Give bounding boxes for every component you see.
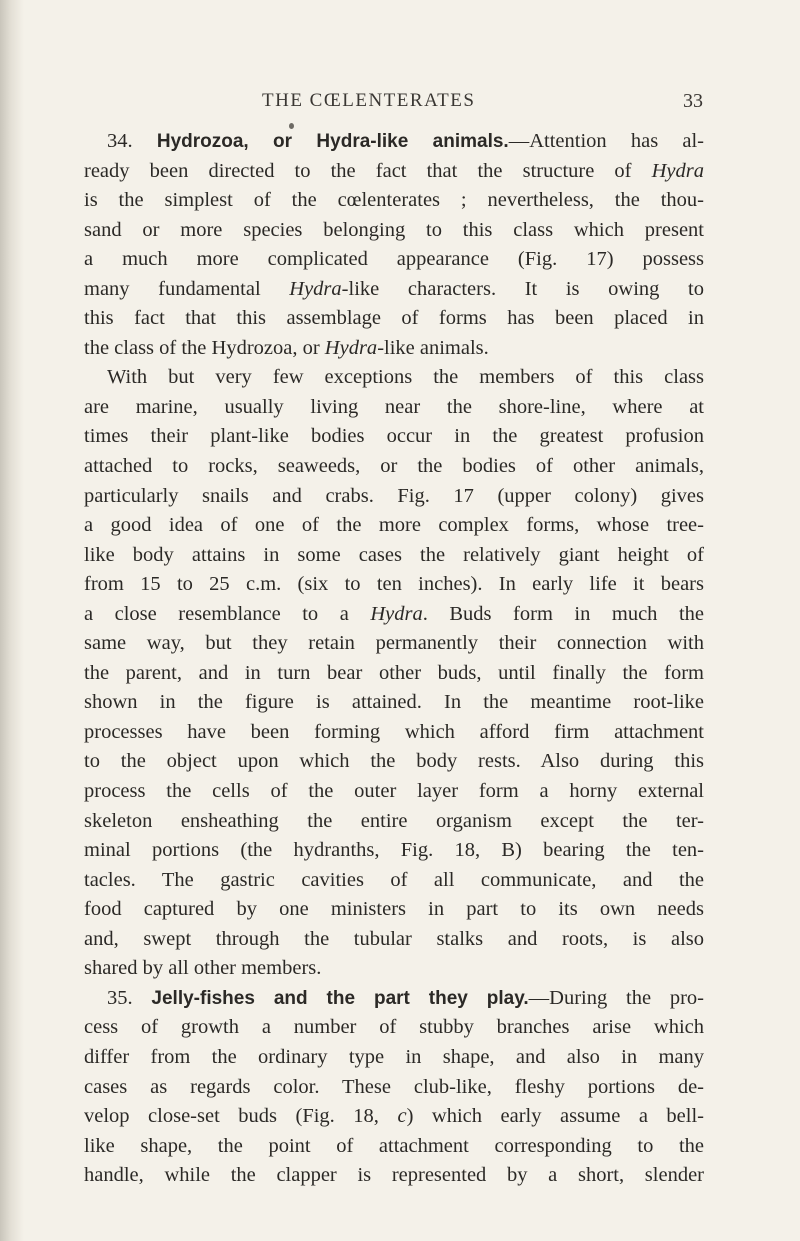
text-line: is the simplest of the cœlenterates ; nevertheless, the thou- <box>84 189 704 212</box>
text-line-section-34-heading: 34. Hydrozoa, or Hydra-like animals.—Attention has al- <box>107 130 705 152</box>
text-line: attached to rocks, seaweeds, or the bodies of other animals, <box>84 455 704 478</box>
text-line: like shape, the point of attachment corresponding to the <box>84 1134 704 1157</box>
text-line: handle, while the clapper is represented by a short, slender <box>84 1164 704 1187</box>
text-line: shown in the figure is attained. In the meantime root-like <box>84 691 704 714</box>
text-line: from 15 to 25 c.m. (six to ten inches). In early life it bears <box>84 573 704 596</box>
section-heading: Hydrozoa, or Hydra-like animals. <box>156 131 509 152</box>
text-line: to the object upon which the body rests. Also during this <box>84 750 704 773</box>
text-line: cess of growth a number of stubby branches arise which <box>84 1016 704 1039</box>
text-line: process the cells of the outer layer form a horny external <box>84 780 704 803</box>
text-line: sand or more species belonging to this class which present <box>84 218 704 241</box>
text-line: the parent, and in turn bear other buds, until finally the form <box>84 661 704 684</box>
text-line: a much more complicated appearance (Fig. 17) possess <box>84 248 704 271</box>
text-line: shared by all other members. <box>84 957 322 980</box>
text-line: same way, but they retain permanently their connection with <box>84 632 704 655</box>
text-line: the class of the Hydrozoa, or Hydra-like animals. <box>84 336 489 359</box>
text-line: With but very few exceptions the members of this class <box>107 366 704 389</box>
page-edge-shadow <box>0 0 24 1241</box>
text-line: velop close-set buds (Fig. 18, c) which early assume a bell- <box>84 1105 704 1128</box>
text-line: like body attains in some cases the relatively giant height of <box>84 543 704 566</box>
section-heading: Jelly-fishes and the part they play. <box>151 987 529 1009</box>
text-line: times their plant-like bodies occur in the greatest profusion <box>84 425 704 448</box>
text-line: and, swept through the tubular stalks and roots, is also <box>84 927 704 950</box>
text-line: this fact that this assemblage of forms has been placed in <box>84 307 704 330</box>
text-line: food captured by one ministers in part to its own needs <box>84 898 704 921</box>
text-line: many fundamental Hydra-like characters. It is owing to <box>84 277 704 300</box>
page-number: 33 <box>683 90 703 112</box>
text-line: cases as regards color. These club-like, fleshy portions de- <box>84 1075 704 1098</box>
text-line: skeleton ensheathing the entire organism except the ter- <box>84 809 704 832</box>
text-line: particularly snails and crabs. Fig. 17 (upper colony) gives <box>84 484 704 507</box>
text-line: a good idea of one of the more complex forms, whose tree- <box>84 514 704 537</box>
text-line: minal portions (the hydranths, Fig. 18, B) bearing the ten- <box>84 839 704 862</box>
section-number: 34. <box>107 130 133 152</box>
section-number: 35. <box>107 986 133 1009</box>
running-title: THE CŒLENTERATES <box>262 90 476 111</box>
text-line: ready been directed to the fact that the structure of Hydra <box>84 159 704 182</box>
text-line: a close resemblance to a Hydra. Buds form in much the <box>84 602 704 625</box>
text-line-section-35-heading: 35. Jelly-fishes and the part they play.—During the pro- <box>107 986 704 1009</box>
text-line: tacles. The gastric cavities of all communicate, and the <box>84 868 704 891</box>
page-header <box>147 90 703 120</box>
body-text <box>84 127 704 1191</box>
text-line: are marine, usually living near the shore-line, where at <box>84 395 704 418</box>
text-line: differ from the ordinary type in shape, and also in many <box>84 1045 704 1068</box>
text-line: processes have been forming which afford firm attachment <box>84 720 704 743</box>
